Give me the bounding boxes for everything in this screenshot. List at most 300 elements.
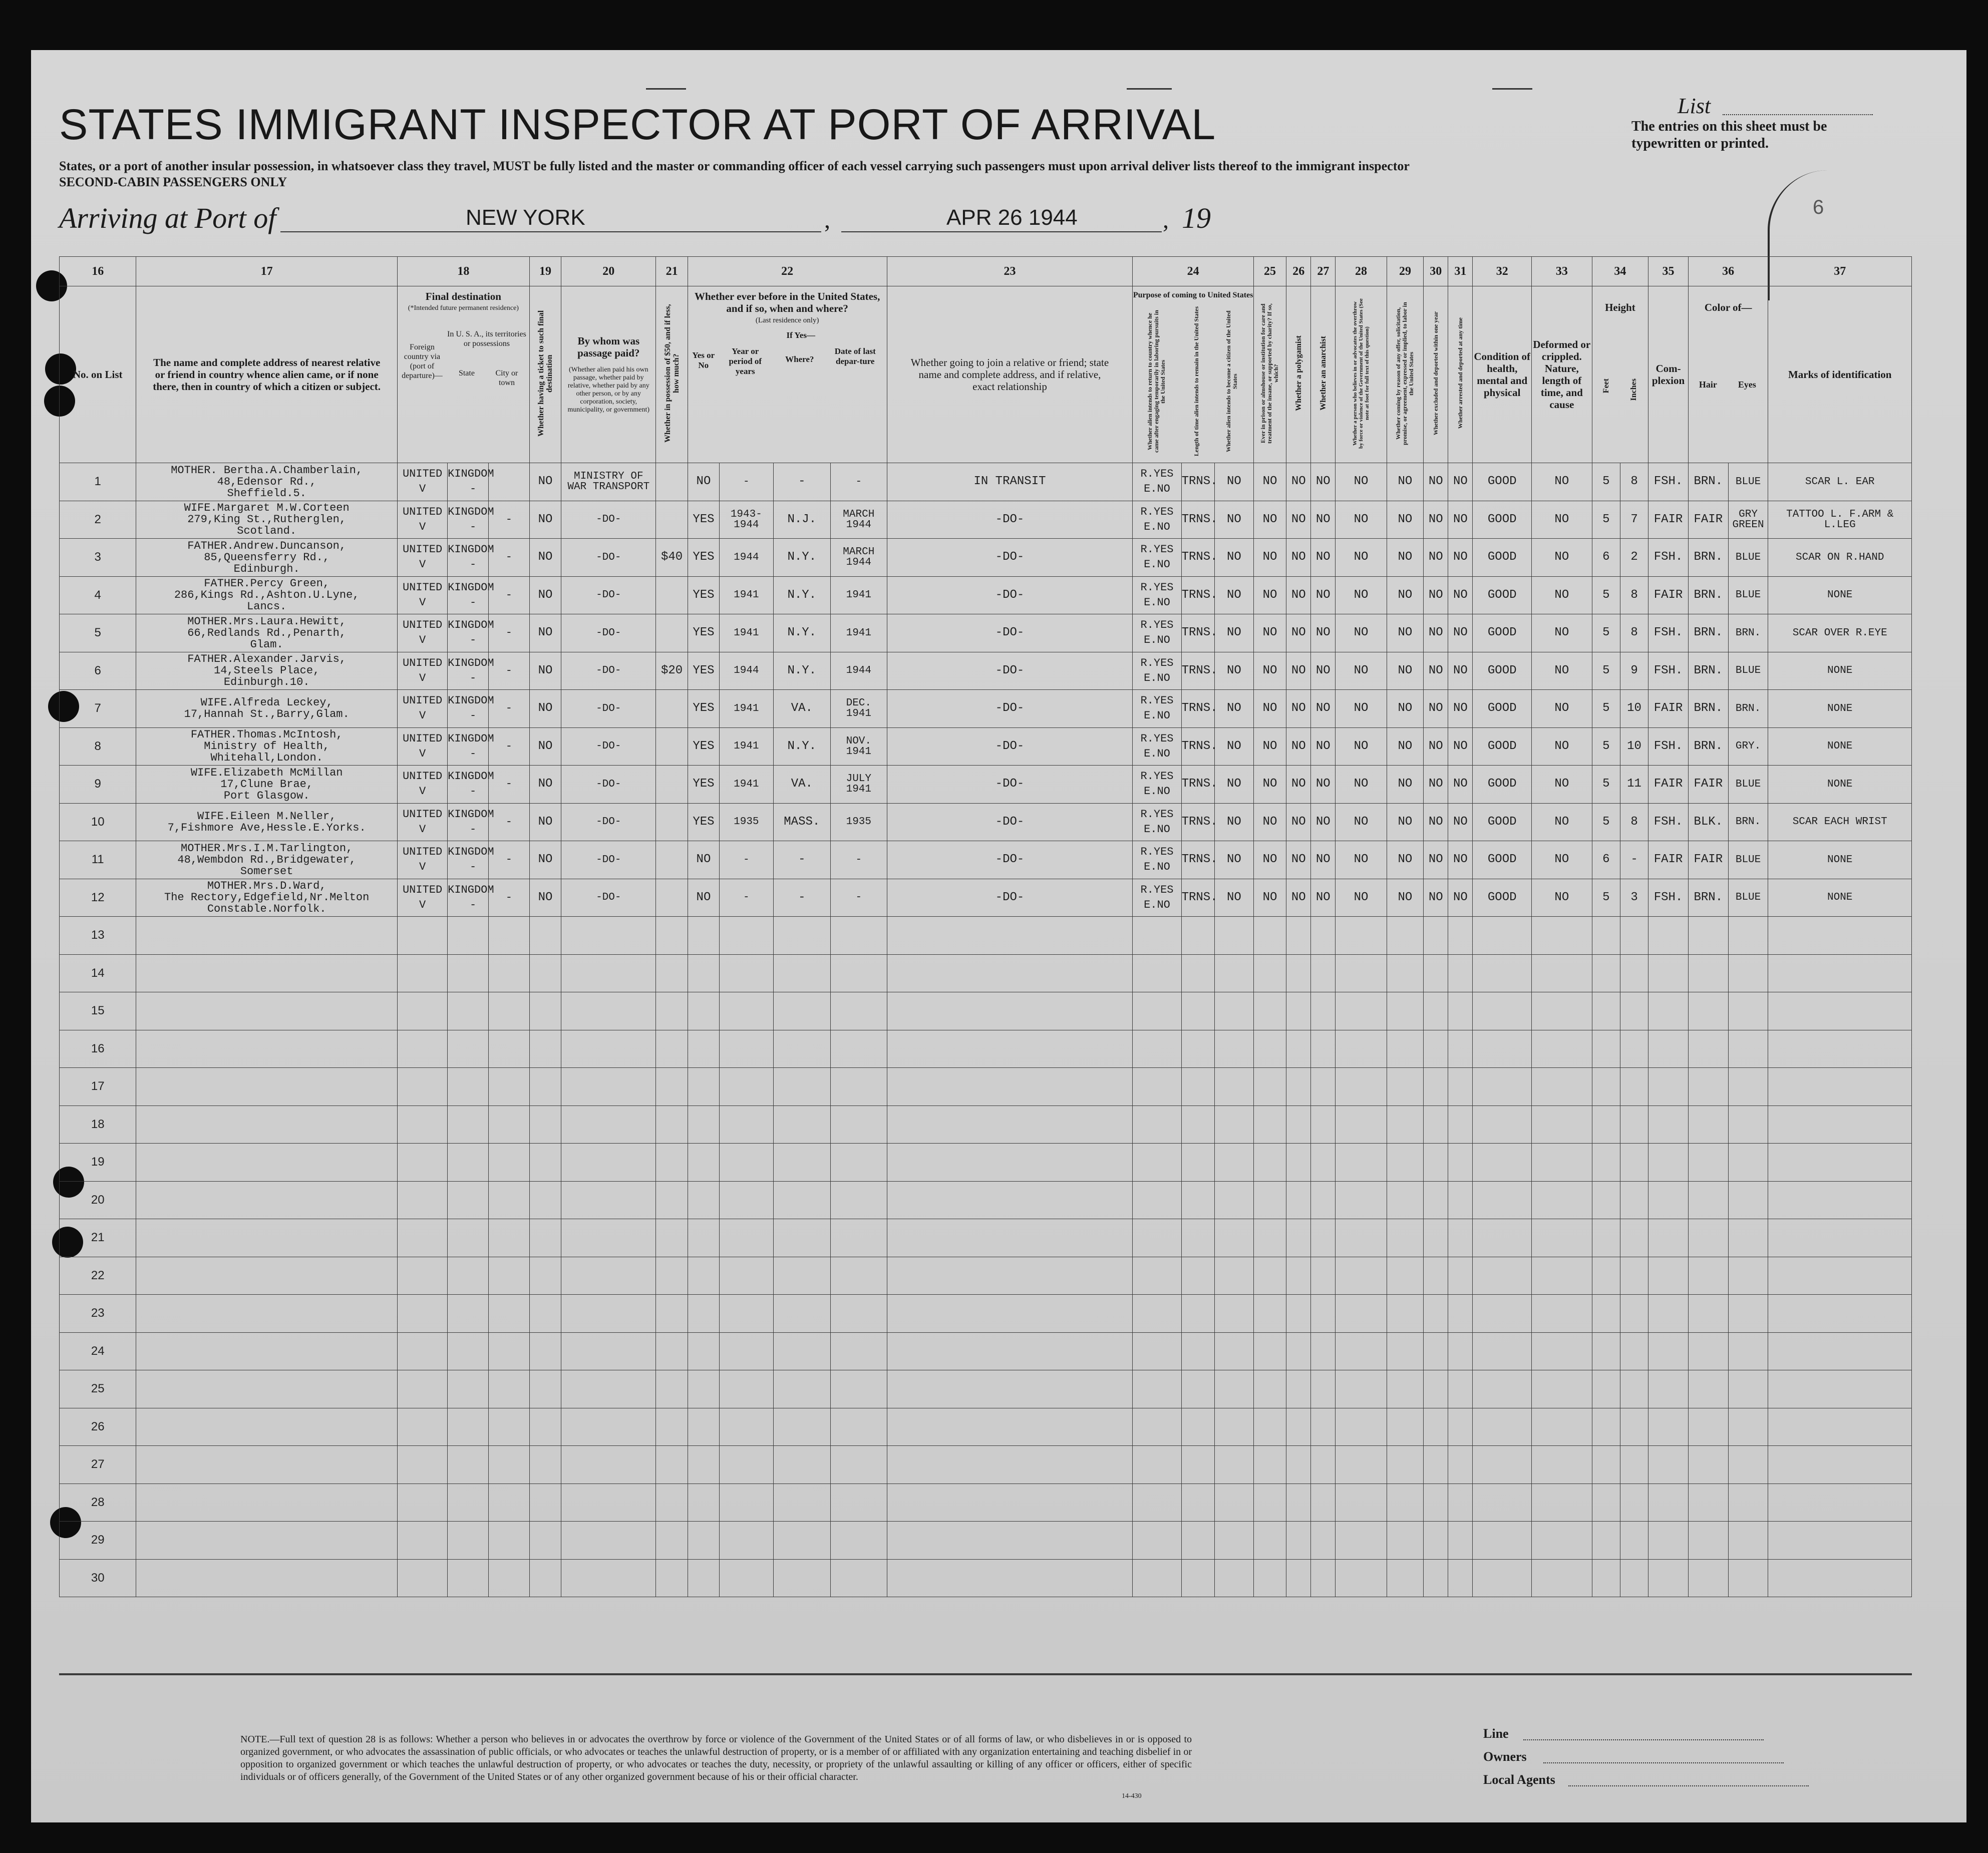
empty-cell bbox=[1215, 954, 1254, 992]
cell-inches: 8 bbox=[1620, 463, 1648, 501]
cell-overthrow: NO bbox=[1336, 766, 1387, 804]
cell-hair: BRN. bbox=[1688, 614, 1728, 652]
col-num: 21 bbox=[656, 257, 688, 286]
empty-cell bbox=[561, 1068, 656, 1106]
cell-address: FATHER.Alexander.Jarvis, 14,Steels Place, Edinburgh.10. bbox=[136, 652, 398, 690]
empty-cell bbox=[1215, 1408, 1254, 1446]
cell-where: VA. bbox=[773, 690, 831, 728]
empty-row bbox=[60, 1295, 1912, 1333]
cell-anarchist: NO bbox=[1311, 501, 1336, 539]
empty-cell bbox=[561, 1144, 656, 1182]
empty-cell bbox=[1311, 1332, 1336, 1370]
cell-money bbox=[656, 690, 688, 728]
empty-cell bbox=[397, 1370, 447, 1408]
empty-cell bbox=[1387, 1181, 1424, 1219]
cell-inches: 8 bbox=[1620, 614, 1648, 652]
cell-country-text: UNITED bbox=[402, 883, 443, 896]
cell-anarchist: NO bbox=[1311, 463, 1336, 501]
cell-state-kingdom: KINGDOM bbox=[448, 694, 494, 707]
empty-cell bbox=[1387, 992, 1424, 1030]
empty-cell bbox=[656, 1257, 688, 1295]
empty-cell bbox=[1133, 917, 1181, 955]
empty-cell bbox=[1133, 1295, 1181, 1333]
empty-cell bbox=[561, 1105, 656, 1144]
empty-cell bbox=[656, 1105, 688, 1144]
empty-cell bbox=[656, 1068, 688, 1106]
empty-cell bbox=[1768, 1181, 1912, 1219]
cell-state-dash: - bbox=[469, 898, 477, 911]
cell-anarchist: NO bbox=[1311, 727, 1336, 766]
empty-cell bbox=[1311, 1257, 1336, 1295]
empty-cell bbox=[1688, 1522, 1728, 1560]
empty-cell bbox=[1253, 1446, 1286, 1484]
cell-health: GOOD bbox=[1473, 539, 1532, 577]
cell-polygamist: NO bbox=[1286, 727, 1311, 766]
empty-cell bbox=[561, 917, 656, 955]
row-number: 14 bbox=[60, 954, 136, 992]
row-number: 23 bbox=[60, 1295, 136, 1333]
cell-address: FATHER.Andrew.Duncanson, 85,Queensferry Rd., Edinburgh. bbox=[136, 539, 398, 577]
cell-country-text: UNITED bbox=[402, 656, 443, 669]
empty-cell bbox=[887, 1181, 1133, 1219]
empty-cell bbox=[887, 1295, 1133, 1333]
cell-complexion: FAIR bbox=[1648, 766, 1689, 804]
empty-cell bbox=[1620, 1370, 1648, 1408]
cell-length: TRNS. bbox=[1181, 501, 1214, 539]
empty-cell bbox=[1336, 1257, 1387, 1295]
cell-country bbox=[397, 766, 447, 804]
empty-cell bbox=[1620, 1484, 1648, 1522]
cell-paid: -DO- bbox=[561, 690, 656, 728]
cell-via: V bbox=[419, 671, 426, 684]
empty-cell bbox=[1648, 1522, 1689, 1560]
empty-cell bbox=[773, 954, 831, 992]
cell-marks: NONE bbox=[1768, 727, 1912, 766]
empty-row bbox=[60, 1408, 1912, 1446]
cell-where: - bbox=[773, 841, 831, 879]
cell-join: -DO- bbox=[887, 727, 1133, 766]
cell-city: - bbox=[488, 539, 529, 577]
empty-cell bbox=[887, 1144, 1133, 1182]
empty-cell bbox=[773, 1484, 831, 1522]
empty-cell bbox=[136, 1181, 398, 1219]
cell-citizen: NO bbox=[1215, 841, 1254, 879]
cell-money bbox=[656, 614, 688, 652]
cell-money bbox=[656, 727, 688, 766]
empty-cell bbox=[1387, 1446, 1424, 1484]
empty-cell bbox=[1592, 1030, 1620, 1068]
empty-cell bbox=[1448, 992, 1473, 1030]
empty-cell bbox=[720, 917, 773, 955]
subtitle-class: SECOND-CABIN PASSENGERS ONLY bbox=[59, 175, 287, 189]
empty-cell bbox=[1387, 1068, 1424, 1106]
col-num: 32 bbox=[1473, 257, 1532, 286]
cell-excluded: NO bbox=[1424, 501, 1448, 539]
cell-join: -DO- bbox=[887, 539, 1133, 577]
cell-overthrow: NO bbox=[1336, 652, 1387, 690]
empty-cell bbox=[1620, 1295, 1648, 1333]
cell-overthrow: NO bbox=[1336, 463, 1387, 501]
cell-feet: 5 bbox=[1592, 690, 1620, 728]
city-header: City or town bbox=[495, 369, 518, 387]
empty-cell bbox=[136, 1257, 398, 1295]
header-excluded: Whether excluded and deported within one year bbox=[1424, 286, 1448, 463]
empty-cell bbox=[1311, 1105, 1336, 1144]
empty-cell bbox=[688, 1295, 719, 1333]
empty-cell bbox=[1648, 1030, 1689, 1068]
empty-cell bbox=[529, 1144, 561, 1182]
passenger-row bbox=[60, 803, 1912, 841]
cell-no: 4 bbox=[60, 576, 136, 614]
port-line bbox=[280, 231, 821, 232]
cell-hair: BRN. bbox=[1688, 652, 1728, 690]
cell-deported: NO bbox=[1448, 879, 1473, 917]
empty-cell bbox=[1768, 1105, 1912, 1144]
empty-cell bbox=[561, 1295, 656, 1333]
empty-cell bbox=[1253, 1332, 1286, 1370]
cell-country-text: UNITED bbox=[402, 619, 443, 632]
empty-cell bbox=[656, 1030, 688, 1068]
final-destination-sub: (*Intended future permanent residence) bbox=[408, 304, 519, 312]
cell-state-a bbox=[448, 803, 494, 841]
empty-cell bbox=[1448, 1446, 1473, 1484]
empty-cell bbox=[887, 1408, 1133, 1446]
cell-inches: 10 bbox=[1620, 690, 1648, 728]
cell-years: - bbox=[720, 841, 773, 879]
cell-offer: NO bbox=[1387, 501, 1424, 539]
port-value: NEW YORK bbox=[466, 205, 585, 230]
comma: , bbox=[1163, 207, 1169, 233]
cell-years: 1943-1944 bbox=[720, 501, 773, 539]
cell-purpose-a bbox=[1133, 727, 1181, 766]
empty-cell bbox=[1253, 1408, 1286, 1446]
cell-country-text: UNITED bbox=[402, 694, 443, 707]
cell-country bbox=[397, 576, 447, 614]
empty-cell bbox=[448, 1219, 489, 1257]
cell-no: 5 bbox=[60, 614, 136, 652]
header-purpose: Purpose of coming to United States Whether alien intends to return to country whence he came after engaging temporarily in laboring pursuits in the United States Length of time alien intends to remain in the United States Whether alien intends to become a citizen of the United States bbox=[1133, 286, 1253, 463]
cell-feet: 5 bbox=[1592, 614, 1620, 652]
empty-cell bbox=[1336, 992, 1387, 1030]
empty-cell bbox=[831, 1559, 887, 1597]
cell-complexion: FSH. bbox=[1648, 539, 1689, 577]
empty-cell bbox=[1592, 1408, 1620, 1446]
cell-citizen: NO bbox=[1215, 727, 1254, 766]
usa-header: In U. S. A., its territories or possessions bbox=[447, 330, 526, 348]
cell-overthrow: NO bbox=[1336, 614, 1387, 652]
cell-purpose-engage: E.NO bbox=[1144, 898, 1170, 911]
cell-polygamist: NO bbox=[1286, 501, 1311, 539]
col-num: 33 bbox=[1532, 257, 1592, 286]
empty-cell bbox=[1688, 917, 1728, 955]
subtitle-instructions: States, or a port of another insular possession, in whatsoever class they travel, MUST be fully listed and the master or commanding officer of each vessel carrying such passengers must upon arrival deliver lists thereof to the immigrant inspector bbox=[59, 159, 1410, 173]
header-overthrow: Whether a person who believes in or advocates the overthrow by force or violence of the Government of the United States (See note at foot for full text of this question) bbox=[1336, 286, 1387, 463]
cell-country bbox=[397, 501, 447, 539]
previous-visit-sub: (Last residence only) bbox=[755, 316, 819, 324]
empty-cell bbox=[887, 992, 1133, 1030]
cell-before: YES bbox=[688, 501, 719, 539]
cell-inches: 9 bbox=[1620, 652, 1648, 690]
row-number: 20 bbox=[60, 1181, 136, 1219]
date-line bbox=[841, 231, 1162, 232]
cell-state-dash: - bbox=[469, 634, 477, 647]
empty-cell bbox=[529, 1484, 561, 1522]
cell-offer: NO bbox=[1387, 727, 1424, 766]
cell-polygamist: NO bbox=[1286, 766, 1311, 804]
empty-cell bbox=[561, 1522, 656, 1560]
cell-prison: NO bbox=[1253, 501, 1286, 539]
comma: , bbox=[824, 207, 830, 233]
cell-state-kingdom: KINGDOM bbox=[448, 505, 494, 518]
empty-cell bbox=[1728, 917, 1768, 955]
cell-complexion: FAIR bbox=[1648, 576, 1689, 614]
empty-cell bbox=[1688, 1446, 1728, 1484]
empty-cell bbox=[1286, 1295, 1311, 1333]
cell-country-text: UNITED bbox=[402, 581, 443, 594]
cell-state-dash: - bbox=[469, 747, 477, 760]
empty-cell bbox=[1688, 1559, 1728, 1597]
empty-cell bbox=[1768, 1559, 1912, 1597]
cell-hair: BRN. bbox=[1688, 463, 1728, 501]
scan-mark bbox=[1127, 88, 1172, 90]
cell-state-kingdom: KINGDOM bbox=[448, 808, 494, 821]
cell-purpose-engage: E.NO bbox=[1144, 596, 1170, 609]
empty-cell bbox=[1133, 1030, 1181, 1068]
cell-state-dash: - bbox=[469, 558, 477, 571]
empty-cell bbox=[1311, 1559, 1336, 1597]
cell-length: TRNS. bbox=[1181, 690, 1214, 728]
empty-cell bbox=[488, 1068, 529, 1106]
cell-state-a bbox=[448, 652, 494, 690]
empty-cell bbox=[1133, 1332, 1181, 1370]
empty-cell bbox=[448, 1144, 489, 1182]
empty-cell bbox=[448, 1181, 489, 1219]
cell-country-text: UNITED bbox=[402, 505, 443, 518]
passenger-row bbox=[60, 766, 1912, 804]
empty-cell bbox=[1768, 1030, 1912, 1068]
cell-excluded: NO bbox=[1424, 803, 1448, 841]
empty-cell bbox=[1424, 1446, 1448, 1484]
empty-cell bbox=[1592, 1105, 1620, 1144]
cell-complexion: FSH. bbox=[1648, 614, 1689, 652]
empty-cell bbox=[1448, 1257, 1473, 1295]
empty-cell bbox=[448, 1068, 489, 1106]
foreign-country-header: Foreign country via (port of departure)— bbox=[402, 343, 443, 380]
empty-cell bbox=[1473, 917, 1532, 955]
cell-complexion: FAIR bbox=[1648, 841, 1689, 879]
empty-cell bbox=[1286, 1559, 1311, 1597]
empty-cell bbox=[1620, 1408, 1648, 1446]
empty-cell bbox=[1215, 1522, 1254, 1560]
empty-row bbox=[60, 1370, 1912, 1408]
empty-row bbox=[60, 1559, 1912, 1597]
cell-deported: NO bbox=[1448, 501, 1473, 539]
cell-no: 2 bbox=[60, 501, 136, 539]
row-number: 19 bbox=[60, 1144, 136, 1182]
cell-country-text: UNITED bbox=[402, 808, 443, 821]
empty-cell bbox=[656, 1181, 688, 1219]
scan-mark bbox=[646, 88, 686, 90]
header-anarchist: Whether an anarchist bbox=[1311, 286, 1336, 463]
empty-cell bbox=[831, 992, 887, 1030]
cell-marks: NONE bbox=[1768, 576, 1912, 614]
cell-money bbox=[656, 576, 688, 614]
col-num: 18 bbox=[397, 257, 529, 286]
empty-cell bbox=[1688, 1408, 1728, 1446]
empty-cell bbox=[773, 1295, 831, 1333]
state-header: State bbox=[458, 369, 475, 378]
cell-overthrow: NO bbox=[1336, 841, 1387, 879]
empty-cell bbox=[1620, 1068, 1648, 1106]
empty-cell bbox=[529, 1559, 561, 1597]
cell-offer: NO bbox=[1387, 690, 1424, 728]
cell-feet: 5 bbox=[1592, 727, 1620, 766]
empty-cell bbox=[1181, 1370, 1214, 1408]
empty-cell bbox=[1448, 1522, 1473, 1560]
empty-cell bbox=[1620, 954, 1648, 992]
cell-departure: 1941 bbox=[831, 576, 887, 614]
empty-cell bbox=[488, 1484, 529, 1522]
empty-cell bbox=[1336, 1332, 1387, 1370]
cell-purpose-a bbox=[1133, 879, 1181, 917]
cell-hair: BRN. bbox=[1688, 727, 1728, 766]
empty-cell bbox=[1532, 1370, 1592, 1408]
empty-cell bbox=[688, 1144, 719, 1182]
list-label: List bbox=[1678, 94, 1711, 118]
cell-purpose-engage: E.NO bbox=[1144, 634, 1170, 647]
empty-cell bbox=[773, 1559, 831, 1597]
empty-cell bbox=[1688, 992, 1728, 1030]
col-num: 25 bbox=[1253, 257, 1286, 286]
cell-offer: NO bbox=[1387, 652, 1424, 690]
cell-purpose-engage: E.NO bbox=[1144, 671, 1170, 684]
table-bottom-rule bbox=[59, 1673, 1912, 1675]
empty-cell bbox=[1448, 1559, 1473, 1597]
cell-deformed: NO bbox=[1532, 803, 1592, 841]
empty-cell bbox=[1728, 1446, 1768, 1484]
cell-where: N.Y. bbox=[773, 652, 831, 690]
cell-join: -DO- bbox=[887, 501, 1133, 539]
cell-citizen: NO bbox=[1215, 766, 1254, 804]
empty-cell bbox=[488, 1446, 529, 1484]
empty-cell bbox=[688, 954, 719, 992]
empty-row bbox=[60, 992, 1912, 1030]
header-passage-paid bbox=[561, 286, 656, 463]
empty-cell bbox=[1253, 954, 1286, 992]
empty-cell bbox=[1286, 992, 1311, 1030]
empty-cell bbox=[397, 1522, 447, 1560]
cell-purpose-a bbox=[1133, 576, 1181, 614]
empty-cell bbox=[448, 992, 489, 1030]
empty-cell bbox=[1133, 1370, 1181, 1408]
empty-cell bbox=[136, 1219, 398, 1257]
empty-cell bbox=[1448, 1219, 1473, 1257]
empty-cell bbox=[397, 1484, 447, 1522]
empty-cell bbox=[1648, 1068, 1689, 1106]
empty-cell bbox=[1286, 1068, 1311, 1106]
cell-hair: BRN. bbox=[1688, 539, 1728, 577]
empty-cell bbox=[136, 1030, 398, 1068]
cell-deformed: NO bbox=[1532, 690, 1592, 728]
col-num: 17 bbox=[136, 257, 398, 286]
empty-cell bbox=[529, 1068, 561, 1106]
passenger-row bbox=[60, 501, 1912, 539]
header-polygamist: Whether a polygamist bbox=[1286, 286, 1311, 463]
cell-city: - bbox=[488, 727, 529, 766]
cell-eyes: BLUE bbox=[1728, 766, 1768, 804]
cell-years: 1944 bbox=[720, 652, 773, 690]
empty-cell bbox=[1768, 1446, 1912, 1484]
empty-cell bbox=[1133, 1257, 1181, 1295]
empty-cell bbox=[773, 1257, 831, 1295]
cell-departure: 1935 bbox=[831, 803, 887, 841]
cell-purpose-engage: E.NO bbox=[1144, 785, 1170, 798]
cell-complexion: FSH. bbox=[1648, 879, 1689, 917]
cell-purpose-a bbox=[1133, 690, 1181, 728]
empty-cell bbox=[1181, 1030, 1214, 1068]
empty-cell bbox=[656, 1446, 688, 1484]
empty-cell bbox=[656, 1219, 688, 1257]
cell-address: MOTHER.Mrs.Laura.Hewitt, 66,Redlands Rd.,Penarth, Glam. bbox=[136, 614, 398, 652]
empty-cell bbox=[1181, 1522, 1214, 1560]
cell-via: V bbox=[419, 483, 426, 496]
empty-cell bbox=[887, 1370, 1133, 1408]
empty-cell bbox=[1215, 1446, 1254, 1484]
cell-eyes: BLUE bbox=[1728, 539, 1768, 577]
empty-cell bbox=[1387, 1295, 1424, 1333]
empty-cell bbox=[887, 1068, 1133, 1106]
cell-purpose-return: R.YES bbox=[1140, 846, 1174, 859]
empty-cell bbox=[887, 1219, 1133, 1257]
col-num: 27 bbox=[1311, 257, 1336, 286]
col-num: 23 bbox=[887, 257, 1133, 286]
cell-inches: - bbox=[1620, 841, 1648, 879]
cell-polygamist: NO bbox=[1286, 463, 1311, 501]
empty-cell bbox=[1728, 1181, 1768, 1219]
empty-cell bbox=[1688, 1144, 1728, 1182]
cell-address: WIFE.Eileen M.Neller, 7,Fishmore Ave,Hessle.E.Yorks. bbox=[136, 803, 398, 841]
empty-cell bbox=[1286, 1484, 1311, 1522]
cell-before: YES bbox=[688, 803, 719, 841]
empty-cell bbox=[831, 1408, 887, 1446]
cell-no: 10 bbox=[60, 803, 136, 841]
cell-polygamist: NO bbox=[1286, 539, 1311, 577]
empty-cell bbox=[1768, 1295, 1912, 1333]
empty-cell bbox=[1387, 917, 1424, 955]
cell-inches: 10 bbox=[1620, 727, 1648, 766]
cell-purpose-engage: E.NO bbox=[1144, 483, 1170, 496]
empty-cell bbox=[561, 1370, 656, 1408]
empty-cell bbox=[1215, 917, 1254, 955]
empty-row bbox=[60, 954, 1912, 992]
empty-cell bbox=[1336, 1144, 1387, 1182]
empty-cell bbox=[561, 1408, 656, 1446]
empty-cell bbox=[1215, 1105, 1254, 1144]
empty-cell bbox=[1728, 954, 1768, 992]
empty-cell bbox=[1648, 1446, 1689, 1484]
cell-deported: NO bbox=[1448, 614, 1473, 652]
cell-deported: NO bbox=[1448, 841, 1473, 879]
cell-paid: -DO- bbox=[561, 539, 656, 577]
empty-cell bbox=[720, 1144, 773, 1182]
empty-cell bbox=[656, 1559, 688, 1597]
empty-cell bbox=[1215, 1484, 1254, 1522]
empty-cell bbox=[529, 1522, 561, 1560]
cell-marks: NONE bbox=[1768, 879, 1912, 917]
empty-cell bbox=[1215, 1559, 1254, 1597]
cell-hair: FAIR bbox=[1688, 841, 1728, 879]
cell-marks: SCAR ON R.HAND bbox=[1768, 539, 1912, 577]
